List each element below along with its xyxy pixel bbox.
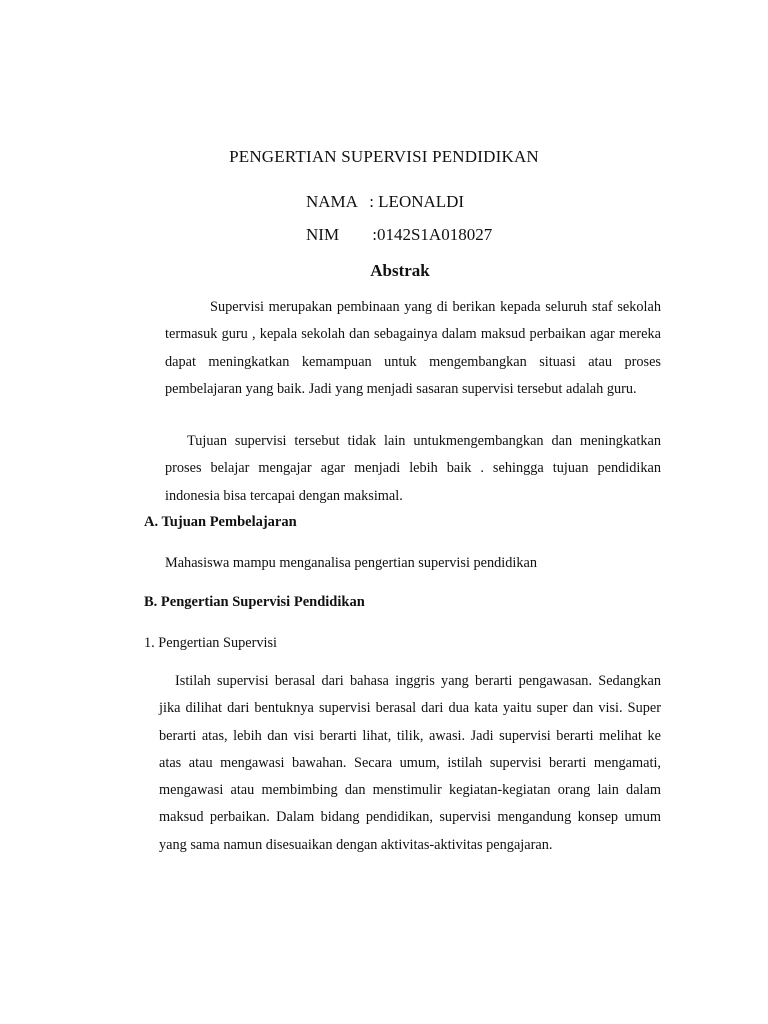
section-a-text: Mahasiswa mampu menganalisa pengertian supervisi pendidikan — [165, 555, 538, 571]
nim-value: :0142S1A018027 — [372, 225, 493, 244]
document-title: PENGERTIAN SUPERVISI PENDIDIKAN — [229, 147, 539, 166]
nim-row — [306, 225, 492, 245]
nama-value: : LEONALDI — [369, 192, 465, 211]
abstract-paragraph-1: Supervisi merupakan pembinaan yang di berikan kepada seluruh staf sekolah termasuk guru , kepala sekolah dan sebagainya dalam maksud perbaikan agar mereka dapat meningkatkan kemampuan untuk mengembangkan situasi atau proses pembelajaran yang baik. Jadi yang menjadi sasaran supervisi tersebut adalah guru. — [165, 299, 661, 397]
abstract-heading: Abstrak — [370, 261, 430, 280]
nim-label: NIM — [306, 225, 340, 244]
nama-label: NAMA — [306, 192, 358, 211]
section-b-heading: B. Pengertian Supervisi Pendidikan — [144, 594, 365, 610]
subsection-1-heading: 1. Pengertian Supervisi — [144, 635, 278, 651]
subsection-1-paragraph: Istilah supervisi berasal dari bahasa inggris yang berarti pengawasan. Sedangkan jika dilihat dari bentuknya supervisi berasal dari dua kata yaitu super dan visi. Super berarti atas, lebih dan visi berarti lihat, tilik, awasi. Jadi supervisi berarti melihat ke atas atau mengawasi bawahan. Secara umum, istilah supervisi berarti mengamati, mengawasi atau membimbing dan menstimulir kegiatan-kegiatan orang lain dalam maksud perbaikan. Dalam bidang pendidikan, supervisi mengandung konsep umum yang sama namun disesuaikan dengan aktivitas-aktivitas pengajaran. — [159, 673, 661, 853]
abstract-paragraph-2: Tujuan supervisi tersebut tidak lain untukmengembangkan dan meningkatkan proses belajar mengajar agar menjadi lebih baik . sehingga tujuan pendidikan indonesia bisa tercapai dengan maksimal. — [165, 433, 661, 504]
section-a-heading: A. Tujuan Pembelajaran — [144, 514, 297, 530]
nama-row — [306, 192, 464, 212]
